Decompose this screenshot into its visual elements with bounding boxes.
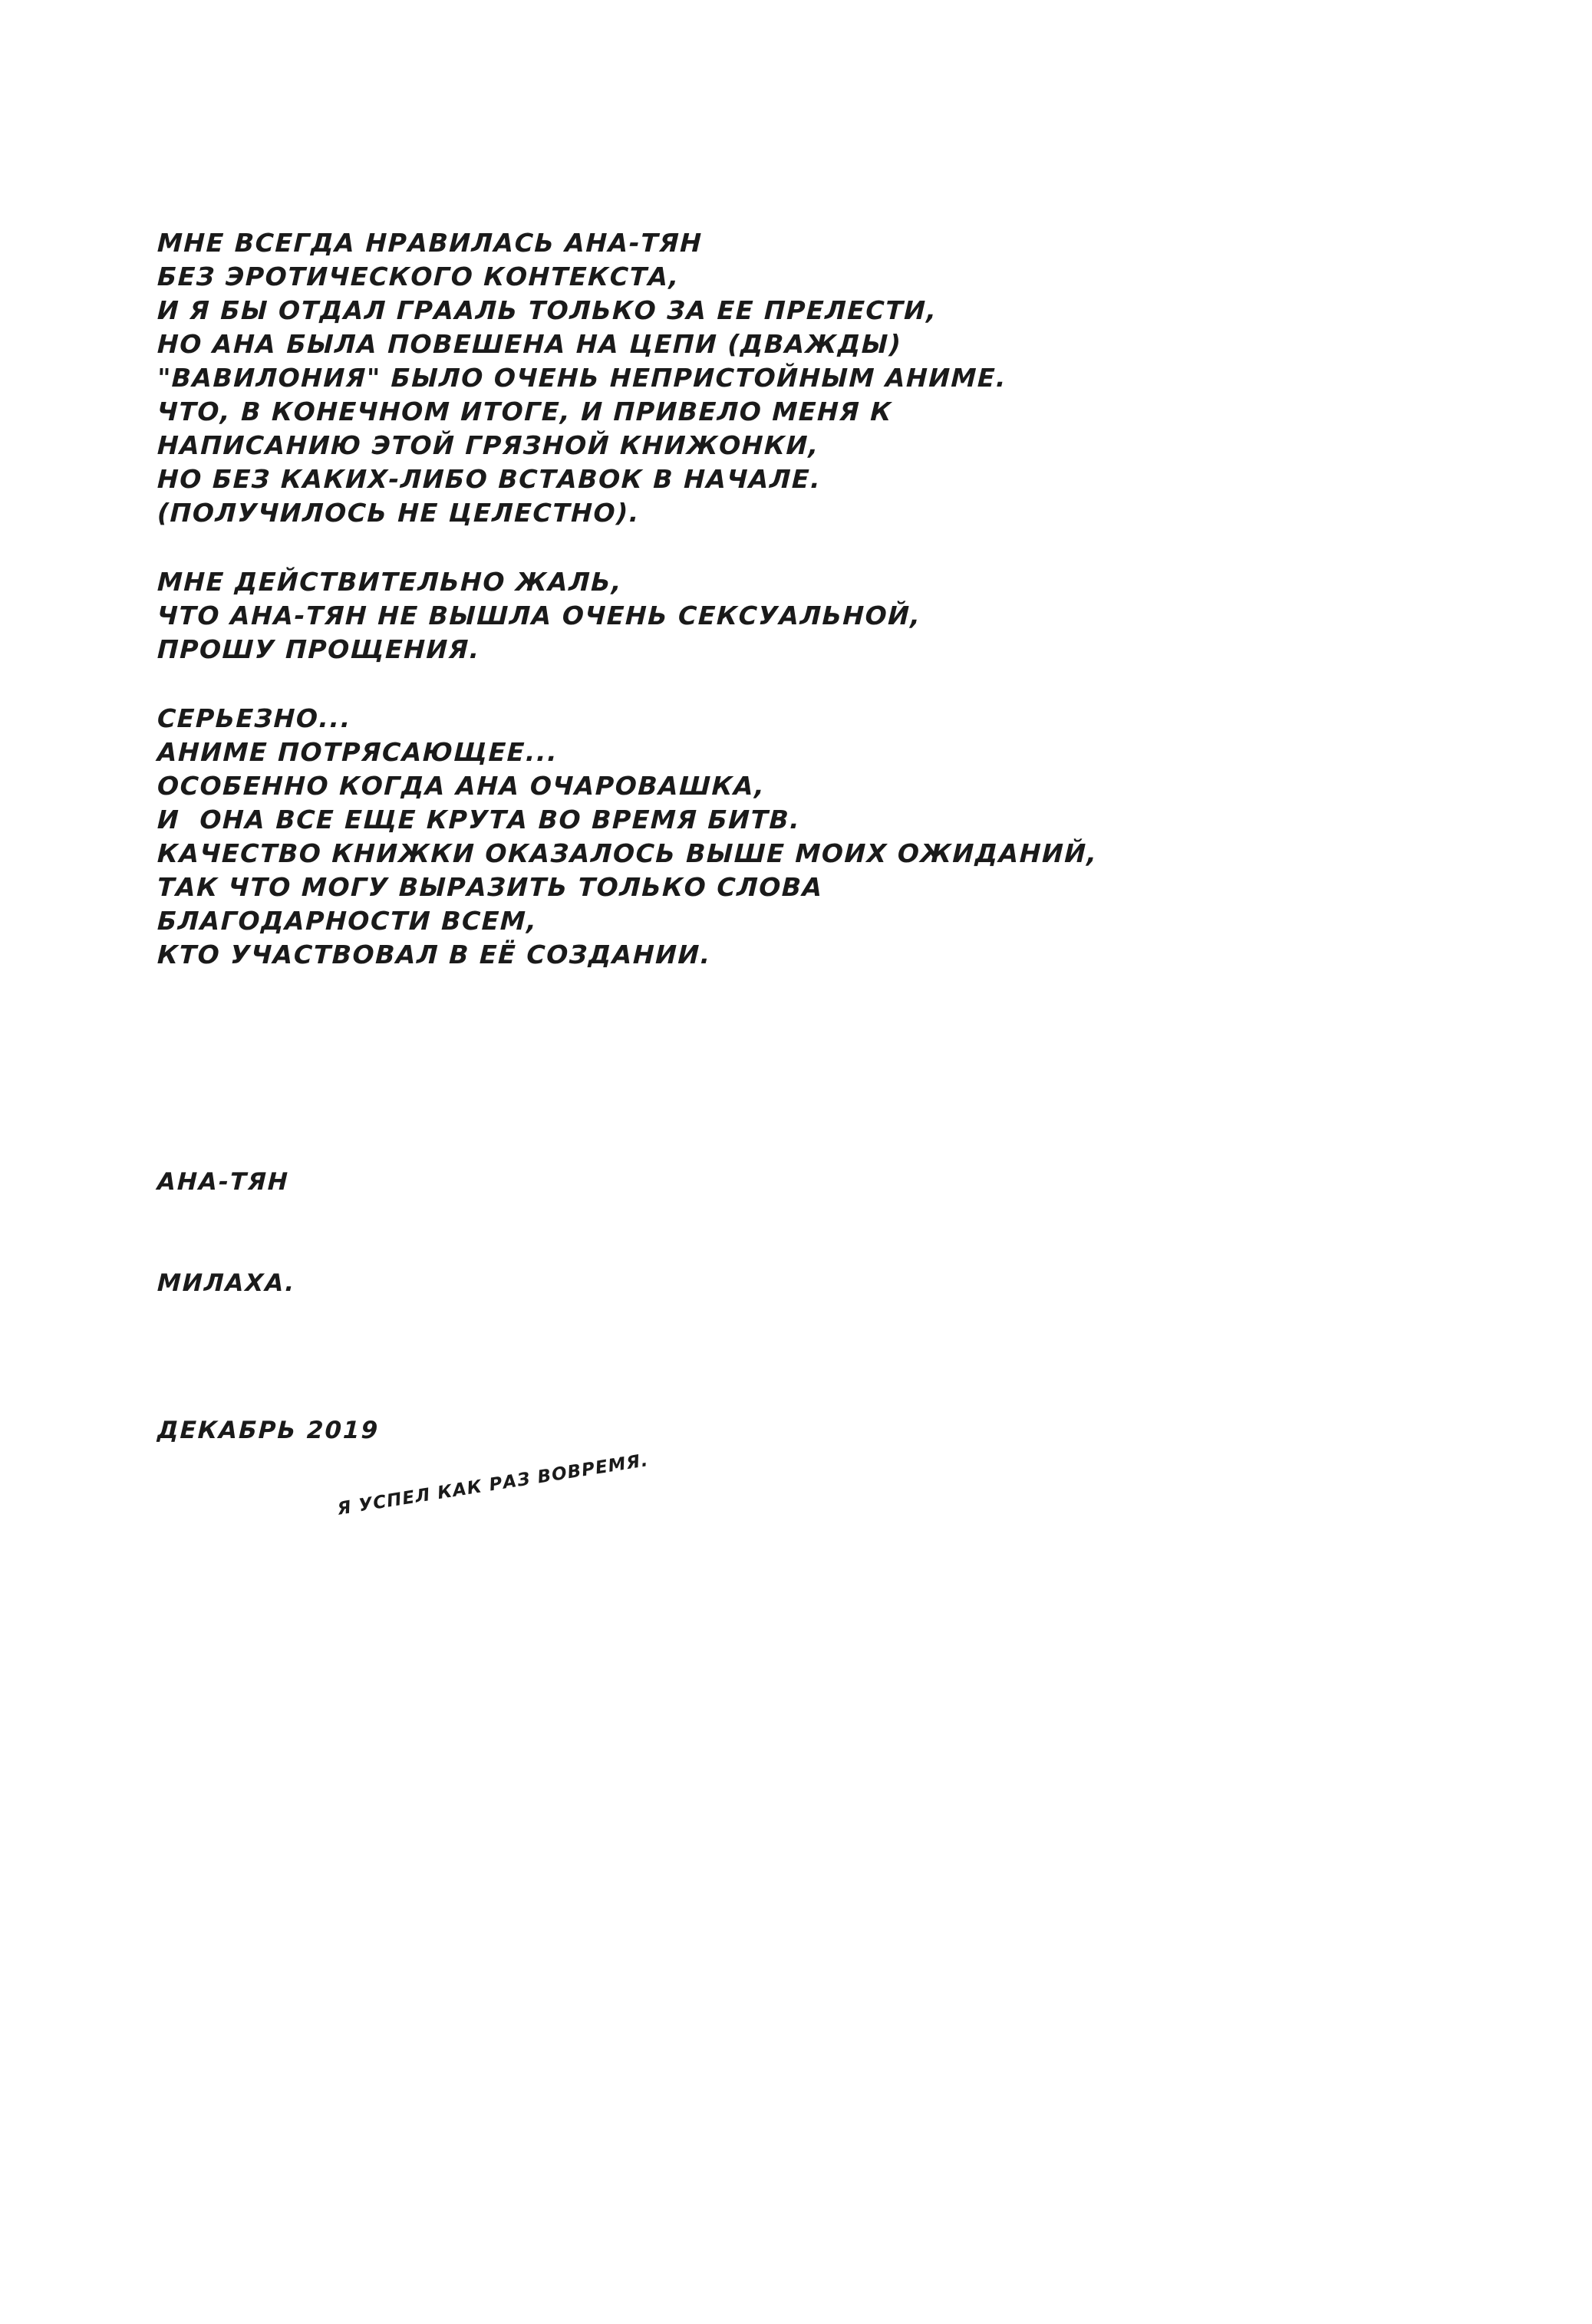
afterword-paragraph	[157, 702, 1385, 972]
afterword-paragraph	[157, 565, 1385, 667]
afterword-line: КТО УЧАСТВОВАЛ В ЕЁ СОЗДАНИИ.	[157, 940, 712, 969]
afterword-line: НО БЕЗ КАКИХ-ЛИБО ВСТАВОК В НАЧАЛЕ.	[157, 464, 822, 494]
afterword-line: НО АНА БЫЛА ПОВЕШЕНА НА ЦЕПИ (ДВАЖДЫ)	[157, 329, 903, 359]
afterword-line: ТАК ЧТО МОГУ ВЫРАЗИТЬ ТОЛЬКО СЛОВА	[157, 872, 824, 902]
afterword-line: ПРОШУ ПРОЩЕНИЯ.	[157, 634, 481, 664]
afterword-line: БЛАГОДАРНОСТИ ВСЕМ,	[157, 906, 539, 936]
afterword-text-block	[157, 226, 1385, 1007]
afterword-line: АНИМЕ ПОТРЯСАЮЩЕЕ...	[157, 737, 559, 767]
afterword-line: МНЕ ВСЕГДА НРАВИЛАСЬ АНА-ТЯН	[157, 228, 704, 258]
afterword-line: МНЕ ДЕЙСТВИТЕЛЬНО ЖАЛЬ,	[157, 567, 623, 597]
afterword-line: ЧТО АНА-ТЯН НЕ ВЫШЛА ОЧЕНЬ СЕКСУАЛЬНОЙ,	[157, 601, 922, 630]
afterword-line: И Я БЫ ОТДАЛ ГРААЛЬ ТОЛЬКО ЗА ЕЕ ПРЕЛЕСТИ,	[157, 295, 938, 325]
character-name: АНА-ТЯН	[157, 1168, 290, 1196]
afterword-line: КАЧЕСТВО КНИЖКИ ОКАЗАЛОСЬ ВЫШЕ МОИХ ОЖИДАНИЙ,	[157, 838, 1099, 868]
afterword-paragraph	[157, 226, 1385, 530]
afterword-line: И ОНА ВСЕ ЕЩЕ КРУТА ВО ВРЕМЯ БИТВ.	[157, 805, 802, 834]
publication-date: ДЕКАБРЬ 2019	[157, 1417, 380, 1444]
afterword-line: ОСОБЕННО КОГДА АНА ОЧАРОВАШКА,	[157, 771, 766, 801]
character-comment: МИЛАХА.	[157, 1269, 296, 1297]
afterword-line: БЕЗ ЭРОТИЧЕСКОГО КОНТЕКСТА,	[157, 262, 681, 291]
spacer	[157, 1299, 1078, 1414]
spacer	[157, 1198, 1078, 1267]
afterword-line: "ВАВИЛОНИЯ" БЫЛО ОЧЕНЬ НЕПРИСТОЙНЫМ АНИМЕ.	[157, 363, 1007, 393]
afterword-line: НАПИСАНИЮ ЭТОЙ ГРЯЗНОЙ КНИЖОНКИ,	[157, 430, 820, 460]
handwritten-note: Я УСПЕЛ КАК РАЗ ВОВРЕМЯ.	[335, 1450, 651, 1519]
afterword-line: ЧТО, В КОНЕЧНОМ ИТОГЕ, И ПРИВЕЛО МЕНЯ К	[157, 397, 893, 426]
signature-block	[157, 1166, 1078, 1447]
afterword-line: СЕРЬЕЗНО...	[157, 703, 352, 733]
afterword-line: (ПОЛУЧИЛОСЬ НЕ ЦЕЛЕСТНО).	[157, 498, 641, 528]
